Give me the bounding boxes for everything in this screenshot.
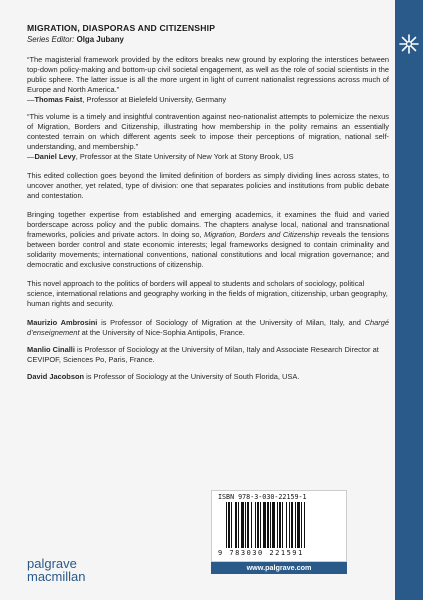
back-cover-text: [27, 55, 389, 382]
editor-name: Maurizio Ambrosini: [27, 318, 98, 327]
bio-text: is Professor of Sociology at the University of South Florida, USA.: [84, 372, 300, 381]
description-text: Bringing together expertise from established and emerging academics, it examines the fluid and varied borderscape across policy and the public domains. The chapters analyse local, national and transnational frameworks, policies and private actors. In doing so,: [27, 210, 389, 239]
isbn-label: ISBN 978-3-030-22159-1: [218, 493, 307, 501]
palgrave-star-icon: [397, 32, 421, 56]
editor-bio: [27, 345, 389, 365]
editor-bio: [27, 318, 389, 338]
endorser-name: Daniel Levy: [34, 152, 76, 161]
publisher-name-line1: palgrave: [27, 556, 77, 571]
series-editor: [27, 35, 124, 44]
publisher-url: www.palgrave.com: [211, 562, 347, 574]
editor-name: Manlio Cinalli: [27, 345, 75, 354]
editor-bio: [27, 372, 389, 382]
bio-text: is Professor of Sociology at the University of Milan, Italy and Associate Research Director at CEVIPOF, Sciences Po, Paris, France.: [27, 345, 379, 364]
isbn-digits: 9 783030 221591: [218, 549, 304, 557]
endorsement-attribution: —Thomas Faist, Professor at Bielefeld University, Germany: [27, 95, 227, 104]
publisher-name-line2: macmillan: [27, 569, 86, 584]
bio-italic: Chargé d’enseignement: [27, 318, 390, 337]
barcode-bars: [226, 502, 332, 548]
endorser-affiliation: , Professor at Bielefeld University, Germany: [82, 95, 227, 104]
endorsement-quote: “The magisterial framework provided by the editors breaks new ground by exploring the interstices between top-down policy-making and bottom-up civil societal engagement, as well as the role of social scientists in the public sphere. The latter issue is all the more urgent in light of current nationalist regressions across much of Europe and North America.”: [27, 55, 389, 94]
series-title: MIGRATION, DIASPORAS AND CITIZENSHIP: [27, 23, 216, 33]
endorsement-quote: “This volume is a timely and insightful contravention against neo-nationalist attempts to polemicize the nexus of Migration, Borders and Citizenship, illustrating how membership in the polity remains an essentially contested terrain on which different agents seek to impose their perceptions of migration, national self-understanding, and membership.”: [27, 112, 389, 151]
endorser-name: Thomas Faist: [34, 95, 83, 104]
bio-text: at the University of Nice-Sophia Antipolis, France.: [79, 328, 245, 337]
description-paragraph: This edited collection goes beyond the limited definition of borders as simply dividing lines across states, to uncover another, yet related, type of division: one that separates policies and institutions from public debate and contestation.: [27, 171, 389, 200]
bio-text: is Professor of Sociology of Migration at the University of Milan, Italy, and: [97, 318, 365, 327]
isbn-barcode: [211, 490, 347, 562]
book-title-italic: Migration, Borders and Citizenship: [204, 230, 320, 239]
endorser-affiliation: , Professor at the State University of New York at Stony Brook, US: [75, 152, 294, 161]
editor-name: David Jacobson: [27, 372, 85, 381]
cover-spine-band: [395, 0, 423, 600]
publisher-logo: [27, 557, 86, 583]
description-text: reveals the tensions between border control and state economic interests; legal frameworks designed to contain criminality and solidarity movements; international conventions, national constitutions and local migration governance; and democratic and exclusive constructions of citizenship.: [27, 230, 390, 269]
endorsement-attribution: —Daniel Levy, Professor at the State University of New York at Stony Brook, US: [27, 152, 294, 161]
series-editor-name: Olga Jubany: [76, 35, 124, 44]
description-paragraph: [27, 210, 389, 270]
series-editor-label: Series Editor:: [27, 35, 75, 44]
description-paragraph: This novel approach to the politics of borders will appeal to students and scholars of sociology, political science, international relations and geography working in the fields of migration, citizenship, urban geography, human rights and security.: [27, 279, 388, 308]
